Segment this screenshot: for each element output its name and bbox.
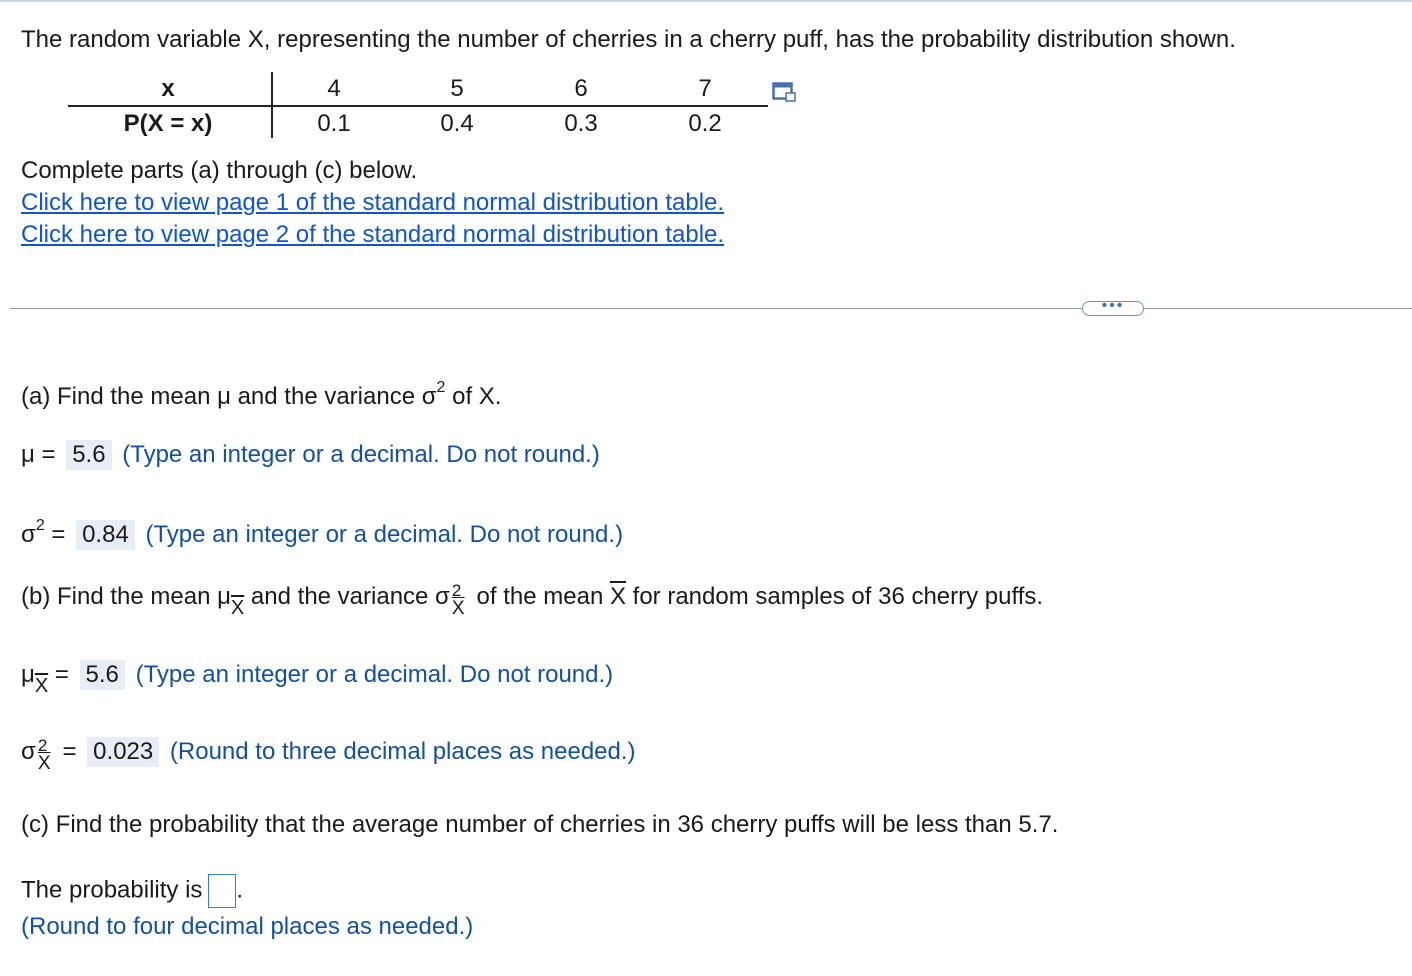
part-b-mean-row (21, 660, 613, 701)
superscript-2: 2 (37, 736, 48, 755)
top-border (0, 0, 1412, 2)
part-a-question (21, 373, 501, 412)
instructions: Complete parts (a) through (c) below. (21, 157, 418, 184)
part-b-variance-row (21, 736, 636, 774)
superscript-2: 2 (436, 379, 446, 396)
sample-mean-answer-field[interactable]: 5.6 (80, 660, 125, 690)
part-b-q3: of the mean (469, 583, 610, 610)
table-x-value: 7 (698, 75, 712, 102)
part-a-question-end: of X. (445, 383, 502, 410)
part-c-question: (c) Find the probability that the average number of cherries in 36 cherry puffs will be less than 5.7. (21, 811, 1059, 838)
sigma-label: σ (21, 738, 36, 765)
equals-sign: = (51, 521, 66, 548)
probability-answer-input[interactable] (208, 874, 236, 908)
mean-hint: (Type an integer or a decimal. Do not round.) (122, 441, 600, 468)
xbar-subscript: $\overline{X}$ (37, 753, 51, 774)
xbar-subscript: X (230, 597, 245, 619)
variance-answer-field[interactable]: 0.84 (76, 520, 135, 550)
mu-label: μ = (21, 441, 56, 468)
superscript-2: 2 (35, 517, 45, 534)
table-header-p: P(X = x) (123, 110, 213, 137)
xbar-subscript: X (34, 675, 49, 697)
table-horizontal-rule (68, 105, 768, 107)
normal-table-page1-link[interactable]: Click here to view page 1 of the standard normal distribution table. (21, 189, 725, 216)
table-x-value: 5 (450, 75, 464, 102)
equals-sign: = (54, 661, 69, 688)
part-a-question-start: (a) Find the mean μ and the variance σ (21, 383, 437, 410)
normal-table-page2-link[interactable]: Click here to view page 2 of the standard normal distribution table. (21, 221, 725, 248)
sigma-xbar-squared (450, 581, 470, 619)
table-x-value: 4 (327, 75, 341, 102)
more-options-button[interactable]: ••• (1082, 301, 1144, 316)
xbar-symbol: $\overline{X}$ (609, 583, 626, 610)
question-intro: The random variable X, representing the number of cherries in a cherry puff, has the probability distribution shown. (21, 26, 1236, 53)
variance-hint: (Type an integer or a decimal. Do not round.) (145, 521, 624, 548)
xbar-subscript: $\overline{X}$ (451, 598, 465, 619)
part-b-q4: for random samples of 36 cherry puffs. (625, 583, 1044, 610)
mu-label: μ (21, 661, 35, 688)
period: . (236, 876, 244, 904)
table-vertical-rule (271, 72, 273, 138)
table-p-value: 0.3 (564, 110, 598, 137)
sample-variance-answer-field[interactable]: 0.023 (87, 737, 159, 767)
table-p-value: 0.2 (688, 110, 722, 137)
superscript-2: 2 (451, 581, 462, 600)
part-b-q1: (b) Find the mean μ (21, 583, 231, 610)
probability-hint: (Round to four decimal places as needed.) (21, 913, 474, 940)
equals-sign: = (62, 738, 77, 765)
section-divider (10, 308, 1412, 309)
part-b-question (21, 582, 1043, 623)
table-header-x: x (161, 75, 175, 102)
probability-label: The probability is (21, 876, 203, 904)
part-a-variance-row (21, 511, 623, 550)
part-a-mean-row (21, 440, 600, 470)
part-c-answer-row (21, 874, 243, 908)
table-p-value: 0.4 (440, 110, 474, 137)
sample-variance-hint: (Round to three decimal places as needed.) (169, 738, 636, 765)
sample-mean-hint: (Type an integer or a decimal. Do not round.) (135, 661, 614, 688)
table-p-value: 0.1 (317, 110, 351, 137)
part-b-q2: and the variance σ (244, 583, 450, 610)
table-x-value: 6 (574, 75, 588, 102)
sigma-label: σ (21, 521, 36, 548)
sigma-xbar-squared (36, 736, 56, 774)
distribution-table (68, 72, 768, 140)
copy-table-icon[interactable] (772, 82, 796, 102)
mean-answer-field[interactable]: 5.6 (66, 440, 111, 470)
